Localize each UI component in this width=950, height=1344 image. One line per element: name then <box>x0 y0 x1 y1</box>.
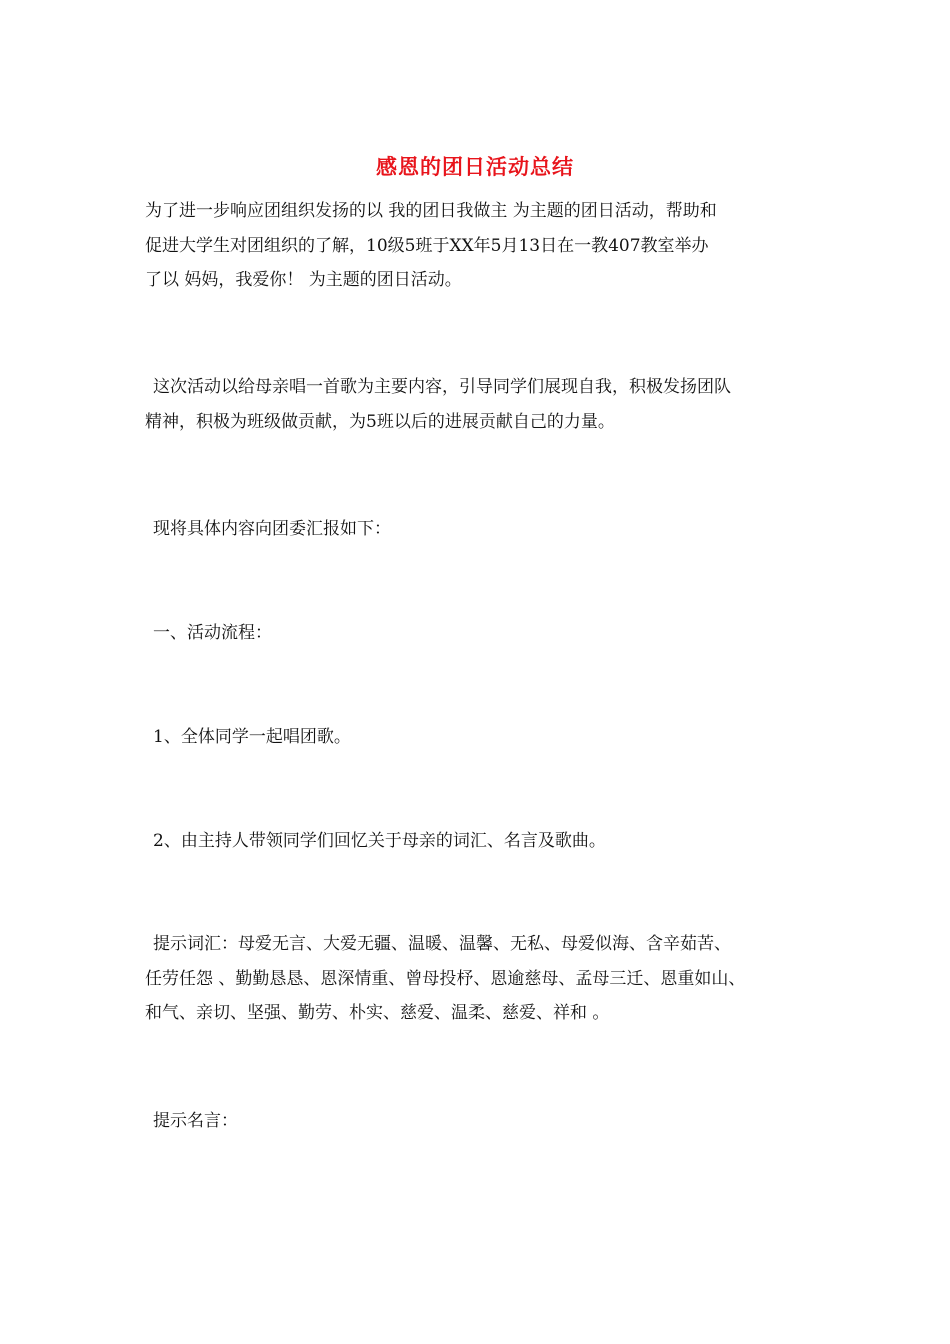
paragraph-line: 这次活动以给母亲唱一首歌为主要内容，引导同学们展现自我，积极发扬团队 <box>153 377 731 397</box>
paragraph-line: 1、全体同学一起唱团歌。 <box>153 727 351 747</box>
paragraph-line: 提示名言： <box>153 1111 238 1131</box>
paragraph-vocabulary <box>145 927 825 1031</box>
paragraph-step-1 <box>145 720 825 755</box>
paragraph-line: 为了进一步响应团组织发扬的以 我的团日我做主 为主题的团日活动，帮助和 <box>145 201 717 221</box>
paragraph-line: 现将具体内容向团委汇报如下： <box>153 519 391 539</box>
paragraph-step-2 <box>145 824 825 859</box>
paragraph-line: 促进大学生对团组织的了解，10级5班于XX年5月13日在一教407教室举办 <box>145 235 709 256</box>
paragraph-section-heading <box>145 616 825 651</box>
document-title: 感恩的团日活动总结 <box>376 154 574 179</box>
paragraph-quotes-heading <box>145 1104 825 1139</box>
paragraph-line: 2、由主持人带领同学们回忆关于母亲的词汇、名言及歌曲。 <box>153 831 606 851</box>
paragraph-line: 提示词汇：母爱无言、大爱无疆、温暖、温馨、无私、母爱似海、含辛茹苦、 <box>153 934 731 954</box>
paragraph-line: 一、活动流程： <box>153 623 272 643</box>
paragraph-activity-content <box>145 370 825 439</box>
paragraph-line: 任劳任怨 、勤勤恳恳、恩深情重、曾母投杼、恩逾慈母、孟母三迁、恩重如山、 <box>145 968 746 989</box>
paragraph-line: 了以 妈妈，我爱你！ 为主题的团日活动。 <box>145 270 462 290</box>
paragraph-line: 精神，积极为班级做贡献，为5班以后的进展贡献自己的力量。 <box>145 411 615 432</box>
paragraph-line: 和气、亲切、坚强、勤劳、朴实、慈爱、温柔、慈爱、祥和 。 <box>145 1003 610 1023</box>
paragraph-report-intro <box>145 512 825 547</box>
paragraph-intro <box>145 194 825 298</box>
